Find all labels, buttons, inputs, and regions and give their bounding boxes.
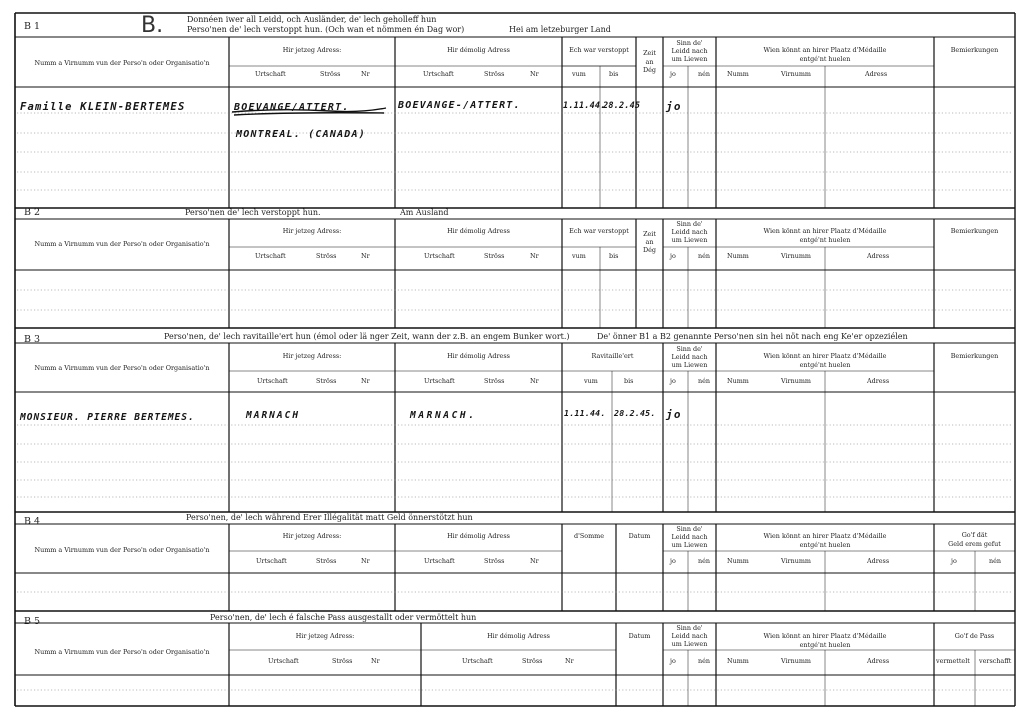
entry-b3-former-address: MARNACH. — [410, 410, 477, 421]
sub-header-yes: jo — [670, 252, 676, 260]
col-header-name: Numm a Virnumm vun der Perso'n oder Organisatio'n — [34, 648, 210, 656]
sub-header-numm: Numm — [727, 70, 749, 78]
sub-header-nr: Nr — [530, 70, 539, 78]
col-header-supplied: Ravitaille'ert — [591, 352, 634, 360]
entry-b1-to-date: 28.2.45 — [603, 101, 641, 111]
col-header-hidden-dates: Ech war verstoppt — [569, 227, 629, 235]
col-header-time: Dég — [643, 246, 656, 254]
sub-header-yes: jo — [670, 557, 676, 565]
entry-b1-current-address-crossed: BOEVANGE/ATTERT. — [234, 102, 350, 113]
col-header-medal: entgé'nt huelen — [799, 641, 851, 649]
sub-header-no: nén — [698, 557, 711, 565]
entry-b1-alive-yes: jo — [666, 100, 682, 113]
col-header-current-address: Hir jetzeg Adress: — [282, 532, 342, 540]
sub-header-virnumm: Virnumm — [781, 377, 811, 385]
col-header-remarks: Bemierkungen — [950, 46, 999, 54]
col-header-time: Dég — [643, 66, 656, 74]
sub-header-nr: Nr — [565, 657, 574, 665]
col-header-medal: Wien könnt an hirer Plaatz d'Médaille — [763, 46, 887, 54]
sub-header-pass-procured: verschafft — [979, 657, 1012, 665]
col-header-name: Numm a Virnumm vun der Perso'n oder Organisatio'n — [34, 59, 210, 67]
sub-header-to: bis — [609, 70, 619, 78]
section-title-b1-extra: Hei am letzeburger Land — [509, 25, 611, 34]
sub-header-town: Urtschaft — [424, 557, 455, 565]
sub-header-from: vum — [572, 70, 586, 78]
sub-header-adress: Adress — [867, 557, 890, 565]
col-header-former-address: Hir démolig Adress — [447, 46, 510, 54]
col-header-alive: Leidd nach — [671, 353, 708, 361]
entry-b3-to-date: 28.2.45. — [614, 408, 656, 418]
col-header-former-address: Hir démolig Adress — [447, 352, 510, 360]
sub-header-street: Ströss — [316, 252, 337, 260]
sub-header-town: Urtschaft — [424, 377, 455, 385]
sub-header-from: vum — [572, 252, 586, 260]
col-header-time: Zeit — [643, 49, 656, 57]
sub-header-town: Urtschaft — [255, 70, 286, 78]
sub-header-adress: Adress — [865, 70, 888, 78]
sub-header-town: Urtschaft — [424, 252, 455, 260]
sub-header-adress: Adress — [867, 377, 890, 385]
sub-header-virnumm: Virnumm — [781, 557, 811, 565]
col-header-alive: Leidd nach — [671, 533, 708, 541]
col-header-alive: Sinn de' — [676, 525, 703, 533]
col-header-alive: um Liewen — [671, 541, 708, 549]
sub-header-pass-mediated: vermettelt — [936, 657, 970, 665]
sub-header-yes: jo — [670, 657, 676, 665]
col-header-date: Datum — [628, 632, 651, 640]
col-header-remarks: Bemierkungen — [950, 352, 999, 360]
sub-header-street: Ströss — [484, 377, 505, 385]
entry-b3-current-address: MARNACH — [246, 410, 301, 421]
col-header-medal: Wien könnt an hirer Plaatz d'Médaille — [763, 532, 887, 540]
entry-b1-from-date: 1.11.44. — [563, 101, 606, 111]
col-header-alive: um Liewen — [671, 361, 708, 369]
col-header-medal: entgé'nt huelen — [799, 55, 851, 63]
sub-header-street: Ströss — [484, 557, 505, 565]
section-id-b3: B 3 — [24, 334, 41, 345]
sub-header-yes: jo — [670, 70, 676, 78]
sub-header-numm: Numm — [727, 557, 749, 565]
entry-b3-name: MONSIEUR. PIERRE BERTEMES. — [20, 412, 195, 423]
sub-header-town: Urtschaft — [462, 657, 493, 665]
col-header-current-address: Hir jetzeg Adress: — [282, 352, 342, 360]
sub-header-nr: Nr — [361, 377, 370, 385]
col-header-alive: Leidd nach — [671, 228, 708, 236]
sub-header-street: Ströss — [484, 70, 505, 78]
col-header-alive: um Liewen — [671, 236, 708, 244]
section-id-b4: B 4 — [24, 516, 41, 527]
sub-header-no: nén — [698, 657, 711, 665]
col-header-medal: entgé'nt huelen — [799, 361, 851, 369]
sub-header-money-no: nén — [989, 557, 1002, 565]
sub-header-yes: jo — [670, 377, 676, 385]
col-header-name: Numm a Virnumm vun der Perso'n oder Organisatio'n — [34, 240, 210, 248]
sub-header-virnumm: Virnumm — [781, 70, 811, 78]
col-header-alive: um Liewen — [671, 640, 708, 648]
col-header-former-address: Hir démolig Adress — [447, 227, 510, 235]
sub-header-nr: Nr — [530, 252, 539, 260]
section-title-b2-extra: Am Ausland — [400, 208, 449, 217]
col-header-medal: entgé'nt huelen — [799, 236, 851, 244]
sub-header-street: Ströss — [522, 657, 543, 665]
col-header-alive: um Liewen — [671, 55, 708, 63]
section-title-b3-extra: De' önner B1 a B2 genannte Perso'nen sin hei nöt nach eng Ke'er opzeziélen — [597, 332, 908, 341]
sub-header-nr: Nr — [361, 557, 370, 565]
sub-header-town: Urtschaft — [268, 657, 299, 665]
col-header-alive: Sinn de' — [676, 624, 703, 632]
col-header-current-address: Hir jetzeg Adress: — [295, 632, 355, 640]
sub-header-no: nén — [698, 70, 711, 78]
col-header-remarks: Bemierkungen — [950, 227, 999, 235]
col-header-money-returned: Geld erem gefut — [948, 540, 1001, 548]
sub-header-nr: Nr — [371, 657, 380, 665]
section-title-b4: Perso'nen, de' lech während Erer Illégalität matt Geld önnerstötzt hun — [186, 513, 473, 522]
col-header-name: Numm a Virnumm vun der Perso'n oder Organisatio'n — [34, 364, 210, 372]
col-header-medal: entgé'nt huelen — [799, 541, 851, 549]
col-header-sum: d'Somme — [574, 532, 604, 540]
sub-header-to: bis — [624, 377, 634, 385]
col-header-current-address: Hir jetzeg Adress: — [282, 227, 342, 235]
entry-b1-former-address: BOEVANGE-/ATTERT. — [398, 100, 521, 111]
section-title-b1-line1: Donnéen iwer all Leidd, och Ausländer, de' lech geholleff hun — [187, 15, 437, 24]
section-title-b2: Perso'nen de' lech verstoppt hun. — [185, 208, 321, 217]
section-id-b1: B 1 — [24, 21, 41, 32]
col-header-medal: Wien könnt an hirer Plaatz d'Médaille — [763, 227, 887, 235]
sub-header-virnumm: Virnumm — [781, 657, 811, 665]
entry-b3-alive-yes: jo — [666, 408, 682, 421]
sub-header-street: Ströss — [332, 657, 353, 665]
sub-header-no: nén — [698, 252, 711, 260]
sub-header-street: Ströss — [316, 557, 337, 565]
col-header-alive: Leidd nach — [671, 47, 708, 55]
col-header-name: Numm a Virnumm vun der Perso'n oder Organisatio'n — [34, 546, 210, 554]
col-header-date: Datum — [628, 532, 651, 540]
sub-header-adress: Adress — [867, 252, 890, 260]
col-header-alive: Sinn de' — [676, 345, 703, 353]
section-id-b2: B 2 — [24, 207, 41, 218]
sub-header-money-yes: jo — [951, 557, 957, 565]
sub-header-town: Urtschaft — [256, 557, 287, 565]
sub-header-street: Ströss — [316, 377, 337, 385]
col-header-medal: Wien könnt an hirer Plaatz d'Médaille — [763, 352, 887, 360]
col-header-time: an — [645, 238, 654, 246]
section-title-b1-line2: Perso'nen de' lech verstoppt hun. (Och wan et nömmen én Dag wor) — [187, 25, 465, 34]
section-id-b5: B 5 — [24, 616, 41, 627]
sub-header-street: Ströss — [320, 70, 341, 78]
sub-header-adress: Adress — [867, 657, 890, 665]
sub-header-numm: Numm — [727, 252, 749, 260]
entry-b1-name: Famille KLEIN-BERTEMES — [20, 101, 186, 113]
col-header-hidden-dates: Ech war verstoppt — [569, 46, 629, 54]
sub-header-town: Urtschaft — [257, 377, 288, 385]
entry-b3-from-date: 1.11.44. — [564, 408, 606, 418]
section-big-letter: B. — [141, 13, 164, 38]
sub-header-no: nén — [698, 377, 711, 385]
sub-header-virnumm: Virnumm — [781, 252, 811, 260]
section-title-b5: Perso'nen, de' lech é falsche Pass ausgestallt oder vermöttelt hun — [210, 613, 477, 622]
col-header-time: an — [645, 58, 654, 66]
sub-header-nr: Nr — [530, 557, 539, 565]
sub-header-nr: Nr — [530, 377, 539, 385]
sub-header-from: vum — [584, 377, 598, 385]
col-header-alive: Sinn de' — [676, 39, 703, 47]
section-title-b3: Perso'nen, de' lech ravitaille'ert hun (émol oder lä nger Zeit, wann der z.B. an engem Bunker wort.) — [164, 332, 570, 341]
col-header-medal: Wien könnt an hirer Plaatz d'Médaille — [763, 632, 887, 640]
col-header-alive: Sinn de' — [676, 220, 703, 228]
col-header-time: Zeit — [643, 230, 656, 238]
col-header-former-address: Hir démolig Adress — [487, 632, 550, 640]
col-header-current-address: Hir jetzeg Adress: — [282, 46, 342, 54]
entry-b1-current-address: MONTREAL. (CANADA) — [236, 129, 366, 140]
sub-header-numm: Numm — [727, 657, 749, 665]
col-header-money-returned: Go'f dät — [961, 531, 988, 539]
col-header-former-address: Hir démolig Adress — [447, 532, 510, 540]
sub-header-town: Urtschaft — [255, 252, 286, 260]
sub-header-to: bis — [609, 252, 619, 260]
sub-header-street: Ströss — [484, 252, 505, 260]
col-header-alive: Leidd nach — [671, 632, 708, 640]
sub-header-numm: Numm — [727, 377, 749, 385]
sub-header-town: Urtschaft — [423, 70, 454, 78]
col-header-pass: Go'f de Pass — [954, 632, 995, 640]
sub-header-nr: Nr — [361, 70, 370, 78]
sub-header-nr: Nr — [361, 252, 370, 260]
